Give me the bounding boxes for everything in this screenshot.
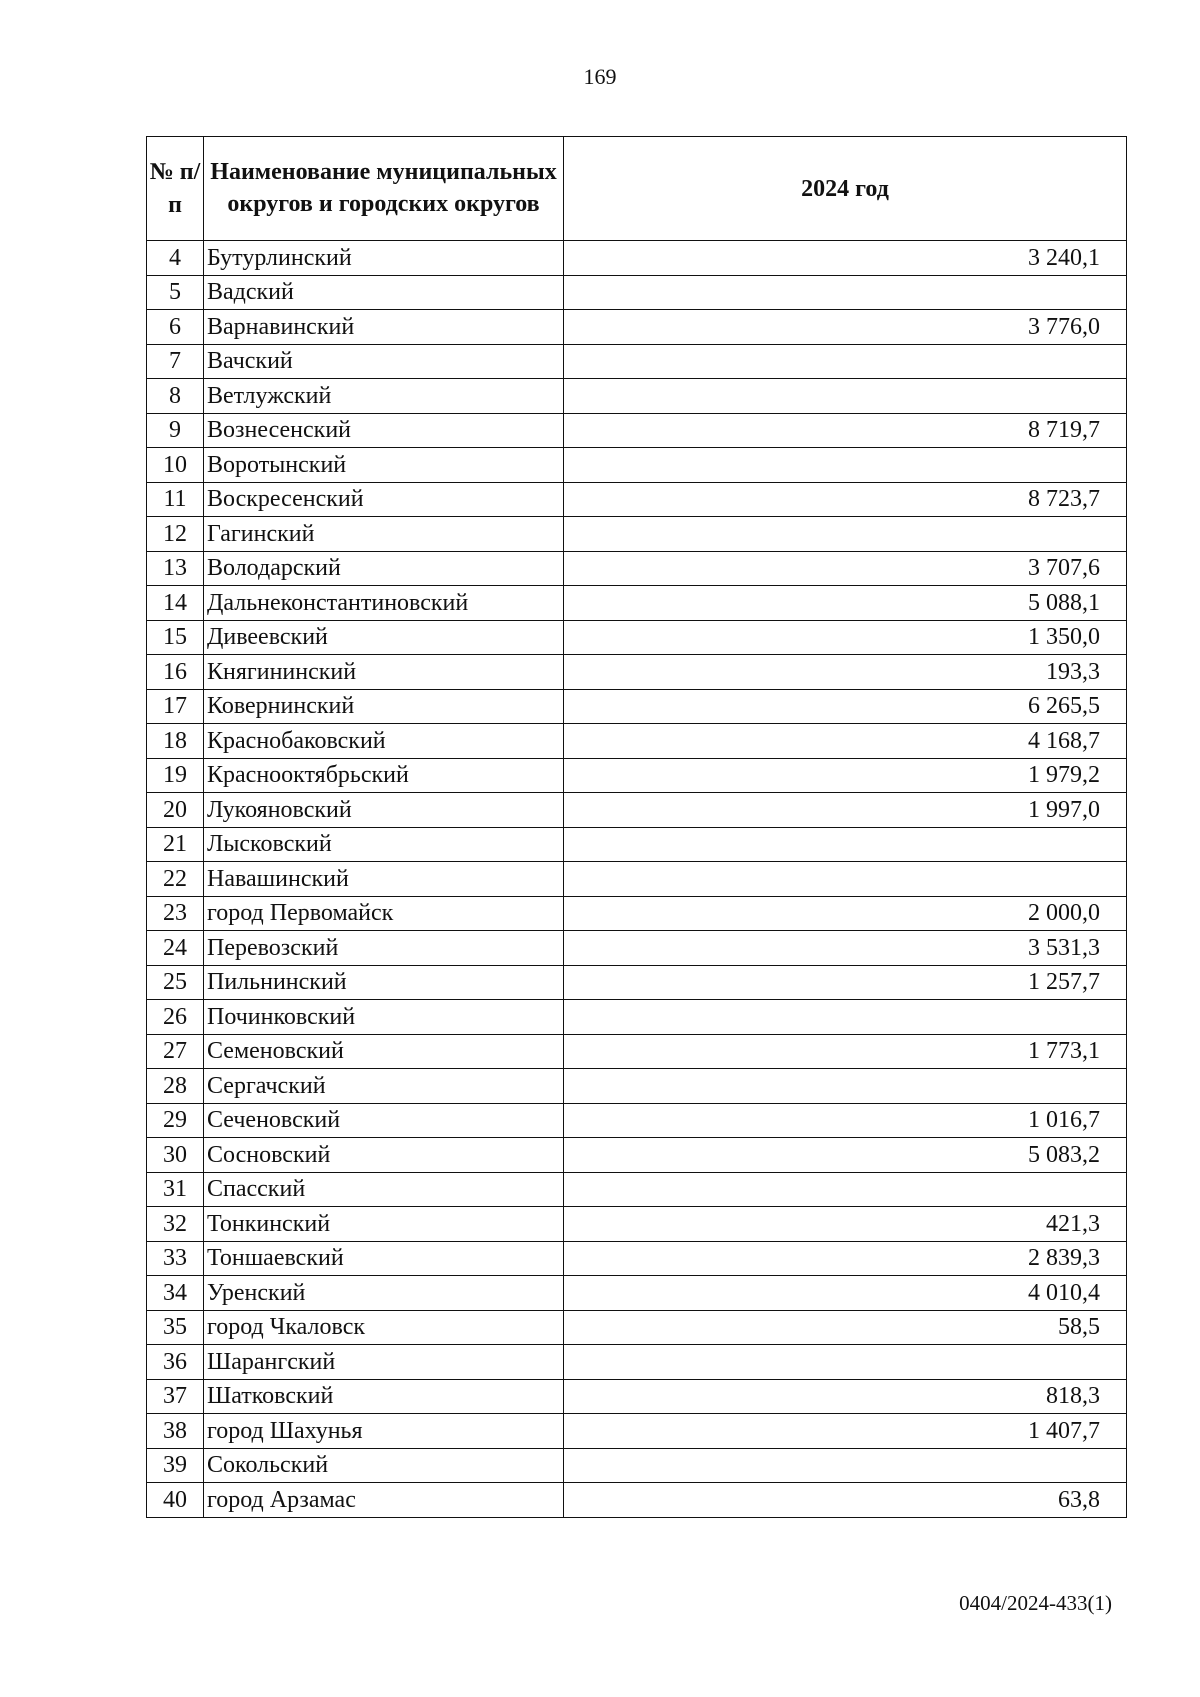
districts-table xyxy=(146,136,1127,1518)
table-row xyxy=(147,1241,1127,1276)
header-name: Наименование муниципальных округов и городских округов xyxy=(204,137,564,241)
district-name: Навашинский xyxy=(204,862,564,897)
value-2024: 3 240,1 xyxy=(564,241,1127,276)
row-number: 4 xyxy=(147,241,204,276)
district-name: Дальнеконстантиновский xyxy=(204,586,564,621)
district-name: Княгининский xyxy=(204,655,564,690)
district-name: Починковский xyxy=(204,1000,564,1035)
table-row xyxy=(147,1034,1127,1069)
district-name: Воскресенский xyxy=(204,482,564,517)
table-row xyxy=(147,586,1127,621)
table-row xyxy=(147,1414,1127,1449)
value-2024 xyxy=(564,344,1127,379)
value-2024: 4 168,7 xyxy=(564,724,1127,759)
value-2024: 2 839,3 xyxy=(564,1241,1127,1276)
district-name: город Арзамас xyxy=(204,1483,564,1518)
table-row xyxy=(147,1207,1127,1242)
row-number: 21 xyxy=(147,827,204,862)
row-number: 9 xyxy=(147,413,204,448)
value-2024 xyxy=(564,1448,1127,1483)
district-name: Краснооктябрьский xyxy=(204,758,564,793)
value-2024: 58,5 xyxy=(564,1310,1127,1345)
table-row xyxy=(147,517,1127,552)
table-row xyxy=(147,379,1127,414)
row-number: 29 xyxy=(147,1103,204,1138)
value-2024: 3 776,0 xyxy=(564,310,1127,345)
value-2024: 1 407,7 xyxy=(564,1414,1127,1449)
document-code: 0404/2024-433(1) xyxy=(959,1591,1112,1615)
table-row xyxy=(147,1069,1127,1104)
row-number: 38 xyxy=(147,1414,204,1449)
row-number: 24 xyxy=(147,931,204,966)
row-number: 20 xyxy=(147,793,204,828)
district-name: Бутурлинский xyxy=(204,241,564,276)
table-row xyxy=(147,551,1127,586)
table-row xyxy=(147,482,1127,517)
row-number: 40 xyxy=(147,1483,204,1518)
table-row xyxy=(147,896,1127,931)
district-name: Сосновский xyxy=(204,1138,564,1173)
row-number: 36 xyxy=(147,1345,204,1380)
row-number: 16 xyxy=(147,655,204,690)
row-number: 30 xyxy=(147,1138,204,1173)
table-row xyxy=(147,344,1127,379)
value-2024: 193,3 xyxy=(564,655,1127,690)
district-name: Вознесенский xyxy=(204,413,564,448)
table-row xyxy=(147,413,1127,448)
row-number: 23 xyxy=(147,896,204,931)
value-2024: 3 707,6 xyxy=(564,551,1127,586)
value-2024 xyxy=(564,1345,1127,1380)
value-2024: 5 088,1 xyxy=(564,586,1127,621)
value-2024: 6 265,5 xyxy=(564,689,1127,724)
value-2024 xyxy=(564,275,1127,310)
district-name: город Чкаловск xyxy=(204,1310,564,1345)
value-2024: 1 773,1 xyxy=(564,1034,1127,1069)
table-row xyxy=(147,1310,1127,1345)
district-name: город Первомайск xyxy=(204,896,564,931)
row-number: 10 xyxy=(147,448,204,483)
district-name: Спасский xyxy=(204,1172,564,1207)
row-number: 31 xyxy=(147,1172,204,1207)
row-number: 11 xyxy=(147,482,204,517)
row-number: 12 xyxy=(147,517,204,552)
row-number: 15 xyxy=(147,620,204,655)
district-name: Ковернинский xyxy=(204,689,564,724)
table-row xyxy=(147,310,1127,345)
row-number: 6 xyxy=(147,310,204,345)
district-name: Тоншаевский xyxy=(204,1241,564,1276)
row-number: 13 xyxy=(147,551,204,586)
value-2024 xyxy=(564,827,1127,862)
row-number: 25 xyxy=(147,965,204,1000)
row-number: 33 xyxy=(147,1241,204,1276)
table-row xyxy=(147,1345,1127,1380)
table-row xyxy=(147,1138,1127,1173)
row-number: 8 xyxy=(147,379,204,414)
value-2024: 1 016,7 xyxy=(564,1103,1127,1138)
district-name: Вачский xyxy=(204,344,564,379)
table-row xyxy=(147,620,1127,655)
header-value: 2024 год xyxy=(564,137,1127,241)
district-name: Пильнинский xyxy=(204,965,564,1000)
value-2024 xyxy=(564,517,1127,552)
value-2024: 421,3 xyxy=(564,1207,1127,1242)
district-name: Уренский xyxy=(204,1276,564,1311)
table-row xyxy=(147,1172,1127,1207)
table-row xyxy=(147,965,1127,1000)
district-name: Варнавинский xyxy=(204,310,564,345)
value-2024: 8 723,7 xyxy=(564,482,1127,517)
value-2024: 1 979,2 xyxy=(564,758,1127,793)
district-name: Шарангский xyxy=(204,1345,564,1380)
value-2024: 63,8 xyxy=(564,1483,1127,1518)
value-2024 xyxy=(564,862,1127,897)
value-2024: 8 719,7 xyxy=(564,413,1127,448)
table-row xyxy=(147,827,1127,862)
value-2024 xyxy=(564,379,1127,414)
table-row xyxy=(147,793,1127,828)
header-number: № п/п xyxy=(147,137,204,241)
district-name: Гагинский xyxy=(204,517,564,552)
page-number: 169 xyxy=(583,64,617,89)
table-row xyxy=(147,1379,1127,1414)
district-name: Шатковский xyxy=(204,1379,564,1414)
value-2024 xyxy=(564,448,1127,483)
row-number: 27 xyxy=(147,1034,204,1069)
table-row xyxy=(147,1103,1127,1138)
district-name: Сеченовский xyxy=(204,1103,564,1138)
district-name: Перевозский xyxy=(204,931,564,966)
row-number: 37 xyxy=(147,1379,204,1414)
district-name: Тонкинский xyxy=(204,1207,564,1242)
row-number: 28 xyxy=(147,1069,204,1104)
district-name: Дивеевский xyxy=(204,620,564,655)
row-number: 17 xyxy=(147,689,204,724)
value-2024: 1 350,0 xyxy=(564,620,1127,655)
row-number: 34 xyxy=(147,1276,204,1311)
row-number: 22 xyxy=(147,862,204,897)
table-row xyxy=(147,655,1127,690)
district-name: Володарский xyxy=(204,551,564,586)
value-2024: 4 010,4 xyxy=(564,1276,1127,1311)
table-header-row xyxy=(147,137,1127,241)
table-row xyxy=(147,1448,1127,1483)
value-2024 xyxy=(564,1172,1127,1207)
table-row xyxy=(147,1000,1127,1035)
row-number: 35 xyxy=(147,1310,204,1345)
value-2024: 1 257,7 xyxy=(564,965,1127,1000)
table-row xyxy=(147,448,1127,483)
value-2024: 1 997,0 xyxy=(564,793,1127,828)
district-name: Краснобаковский xyxy=(204,724,564,759)
row-number: 32 xyxy=(147,1207,204,1242)
row-number: 5 xyxy=(147,275,204,310)
row-number: 18 xyxy=(147,724,204,759)
district-name: Сокольский xyxy=(204,1448,564,1483)
row-number: 19 xyxy=(147,758,204,793)
table-row xyxy=(147,931,1127,966)
district-name: Лысковский xyxy=(204,827,564,862)
table-row xyxy=(147,241,1127,276)
district-name: Воротынский xyxy=(204,448,564,483)
table-row xyxy=(147,1276,1127,1311)
value-2024: 3 531,3 xyxy=(564,931,1127,966)
row-number: 14 xyxy=(147,586,204,621)
district-name: Вадский xyxy=(204,275,564,310)
table-row xyxy=(147,689,1127,724)
table-body xyxy=(147,241,1127,1518)
value-2024 xyxy=(564,1069,1127,1104)
district-name: Ветлужский xyxy=(204,379,564,414)
table-row xyxy=(147,724,1127,759)
row-number: 7 xyxy=(147,344,204,379)
district-name: город Шахунья xyxy=(204,1414,564,1449)
value-2024: 818,3 xyxy=(564,1379,1127,1414)
district-name: Сергачский xyxy=(204,1069,564,1104)
value-2024: 2 000,0 xyxy=(564,896,1127,931)
value-2024: 5 083,2 xyxy=(564,1138,1127,1173)
value-2024 xyxy=(564,1000,1127,1035)
table-row xyxy=(147,758,1127,793)
table-row xyxy=(147,1483,1127,1518)
table-row xyxy=(147,862,1127,897)
row-number: 39 xyxy=(147,1448,204,1483)
table-row xyxy=(147,275,1127,310)
row-number: 26 xyxy=(147,1000,204,1035)
district-name: Семеновский xyxy=(204,1034,564,1069)
district-name: Лукояновский xyxy=(204,793,564,828)
